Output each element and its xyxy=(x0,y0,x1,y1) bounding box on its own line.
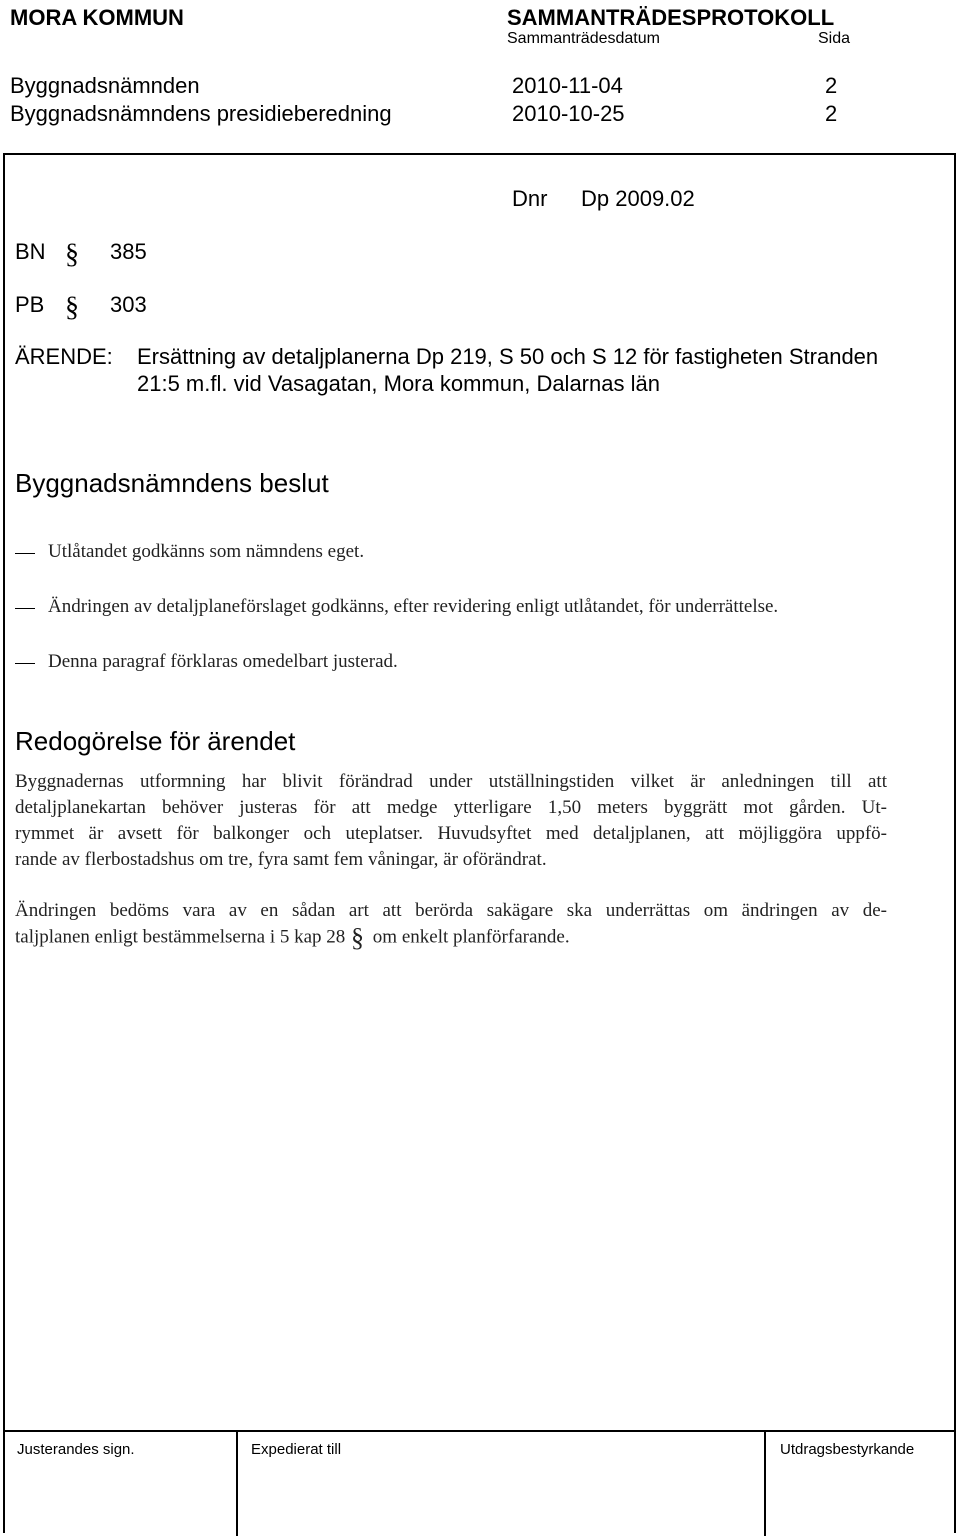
footer-justerandes: Justerandes sign. xyxy=(17,1441,135,1458)
header-row-body: Byggnadsnämndens presidieberedning xyxy=(10,101,392,126)
footer-divider xyxy=(3,1430,956,1432)
bn-number: 385 xyxy=(110,239,147,264)
meeting-date-label: Sammanträdesdatum xyxy=(507,30,660,47)
decision-item: Ändringen av detaljplaneförslaget godkänns, efter revidering enligt utlåtandet, för underrättelse. xyxy=(48,596,779,617)
paragraph-text: om enkelt planförfarande. xyxy=(372,926,570,948)
bn-label: BN xyxy=(15,239,46,264)
footer-expedierat: Expedierat till xyxy=(251,1441,342,1458)
dnr-label: Dnr xyxy=(512,186,548,211)
dash-bullet xyxy=(15,608,35,609)
svg-text:§: § xyxy=(351,924,365,952)
pb-label: PB xyxy=(15,292,45,317)
paragraph-line: detaljplanekartan behöver justeras för att medge ytterligare 1,50 meters byggrätt mot gården. Ut- xyxy=(15,797,887,818)
header-row-date: 2010-11-04 xyxy=(512,73,623,98)
section-sign-icon xyxy=(64,238,80,268)
section-sign-icon xyxy=(350,924,368,952)
paragraph-line: Ändringen bedöms vara av en sådan art att berörda sakägare ska underrättas om ändringen av de- xyxy=(15,900,887,921)
dash-bullet xyxy=(15,553,35,554)
paragraph-line: Byggnadernas utformning har blivit förändrad under utställningstiden vilket är anledningen till att xyxy=(15,771,887,792)
paragraph-line: rande av flerbostadshus om tre, fyra samt fem våningar, är oförändrat. xyxy=(15,849,547,870)
paragraph-text: taljplanen enligt bestämmelserna i 5 kap 28 xyxy=(15,926,346,948)
dash-bullet xyxy=(15,663,35,664)
dnr-value: Dp 2009.02 xyxy=(581,186,695,211)
report-heading: Redogörelse för ärendet xyxy=(15,726,296,756)
paragraph-line: rymmet är avsett för balkonger och uteplatser. Huvudsyftet med detaljplanen, att möjliggöra uppfö- xyxy=(15,823,887,844)
decision-heading: Byggnadsnämndens beslut xyxy=(15,468,329,498)
arende-line-2: 21:5 m.fl. vid Vasagatan, Mora kommun, Dalarnas län xyxy=(137,371,660,396)
footer-column-divider xyxy=(764,1430,766,1536)
report-paragraph-2 xyxy=(15,898,887,952)
report-paragraph-1 xyxy=(15,769,887,873)
svg-text:§: § xyxy=(65,292,79,321)
section-sign-icon xyxy=(64,291,80,321)
page-label: Sida xyxy=(818,30,851,47)
footer-utdrag: Utdragsbestyrkande xyxy=(780,1441,915,1458)
header-row-page: 2 xyxy=(825,73,838,98)
footer-column-divider xyxy=(236,1430,238,1536)
arende-line-1: Ersättning av detaljplanerna Dp 219, S 50 och S 12 för fastigheten Stranden xyxy=(137,344,879,369)
paragraph-line xyxy=(15,924,887,952)
header-row-body: Byggnadsnämnden xyxy=(10,73,200,98)
decision-item: Denna paragraf förklaras omedelbart justerad. xyxy=(48,651,398,672)
header-row-page: 2 xyxy=(825,101,838,126)
pb-number: 303 xyxy=(110,292,147,317)
document-type: SAMMANTRÄDESPROTOKOLL xyxy=(507,5,835,30)
arende-label: ÄRENDE: xyxy=(15,344,113,369)
org-name: MORA KOMMUN xyxy=(10,5,184,30)
svg-text:§: § xyxy=(65,239,79,268)
header-row-date: 2010-10-25 xyxy=(512,101,625,126)
decision-item: Utlåtandet godkänns som nämndens eget. xyxy=(48,541,365,562)
